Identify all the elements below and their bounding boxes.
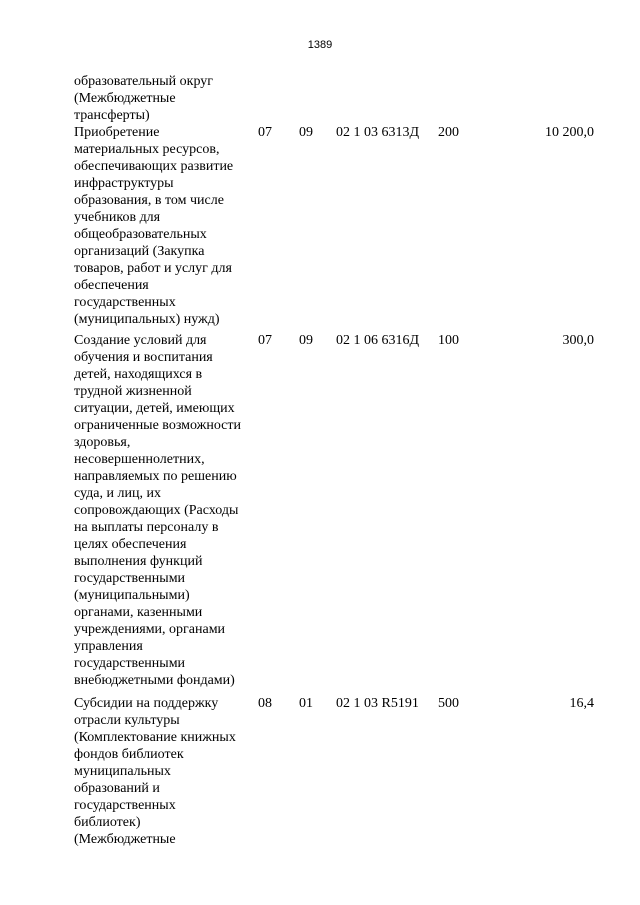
- table-cell-text: муниципальных: [74, 764, 171, 779]
- table-cell-text: Создание условий для: [74, 333, 207, 348]
- table-cell-text: (муниципальными): [74, 588, 190, 603]
- amount: 300,0: [562, 333, 594, 348]
- table-cell-text: органами, казенными: [74, 605, 203, 620]
- table-cell-text: отрасли культуры: [74, 713, 180, 728]
- table-cell-text: детей, находящихся в: [74, 367, 203, 382]
- table-cell-text: на выплаты персоналу в: [74, 520, 219, 535]
- table-cell-text: организаций (Закупка: [74, 244, 205, 259]
- table-cell-text: фондов библиотек: [74, 747, 184, 762]
- table-cell-text: выполнения функций: [74, 554, 203, 569]
- table-cell-text: государственными: [74, 571, 186, 586]
- table-cell-text: (муниципальных) нужд): [74, 312, 220, 327]
- table-cell-text: обучения и воспитания: [74, 350, 213, 365]
- subsection-code: 09: [299, 125, 313, 140]
- table-cell-text: трудной жизненной: [74, 384, 192, 399]
- table-cell-text: ограниченные возможности: [74, 418, 241, 433]
- table-cell-text: обеспечения: [74, 278, 149, 293]
- table-cell-text: Субсидии на поддержку: [74, 696, 219, 711]
- table-cell-text: сопровождающих (Расходы: [74, 503, 239, 518]
- table-cell-text: трансферты): [74, 108, 150, 123]
- amount: 10 200,0: [545, 125, 594, 140]
- table-cell-text: государственных: [74, 295, 176, 310]
- table-cell-text: внебюджетными фондами): [74, 673, 235, 688]
- expense-type-code: 500: [438, 696, 459, 711]
- table-cell-text: направляемых по решению: [74, 469, 237, 484]
- target-article-code: 02 1 03 R5191: [336, 696, 419, 711]
- expense-type-code: 200: [438, 125, 459, 140]
- table-cell-text: целях обеспечения: [74, 537, 187, 552]
- table-cell-text: несовершеннолетних,: [74, 452, 205, 467]
- table-cell-text: (Межбюджетные: [74, 91, 176, 106]
- table-cell-text: Приобретение: [74, 125, 160, 140]
- section-code: 08: [258, 696, 272, 711]
- subsection-code: 09: [299, 333, 313, 348]
- table-cell-text: управления: [74, 639, 143, 654]
- table-cell-text: обеспечивающих развитие: [74, 159, 234, 174]
- subsection-code: 01: [299, 696, 313, 711]
- table-cell-text: образований и: [74, 781, 160, 796]
- table-cell-text: ситуации, детей, имеющих: [74, 401, 235, 416]
- table-cell-text: учебников для: [74, 210, 161, 225]
- table-cell-text: здоровья,: [74, 435, 131, 450]
- section-code: 07: [258, 125, 272, 140]
- table-cell-text: образовательный округ: [74, 74, 214, 89]
- table-cell-text: образования, в том числе: [74, 193, 224, 208]
- amount: 16,4: [569, 696, 594, 711]
- table-cell-text: материальных ресурсов,: [74, 142, 220, 157]
- page-number: 1389: [307, 39, 333, 51]
- table-cell-text: библиотек): [74, 815, 141, 830]
- table-cell-text: инфраструктуры: [74, 176, 174, 191]
- target-article-code: 02 1 06 6316Д: [336, 333, 420, 348]
- target-article-code: 02 1 03 6313Д: [336, 125, 420, 140]
- table-cell-text: учреждениями, органами: [74, 622, 226, 637]
- table-cell-text: (Межбюджетные: [74, 832, 176, 847]
- table-cell-text: государственных: [74, 798, 176, 813]
- table-cell-text: государственными: [74, 656, 186, 671]
- table-cell-text: товаров, работ и услуг для: [74, 261, 232, 276]
- table-cell-text: суда, и лиц, их: [74, 486, 161, 501]
- table-cell-text: (Комплектование книжных: [74, 730, 236, 745]
- expense-type-code: 100: [438, 333, 459, 348]
- table-cell-text: общеобразовательных: [74, 227, 207, 242]
- section-code: 07: [258, 333, 272, 348]
